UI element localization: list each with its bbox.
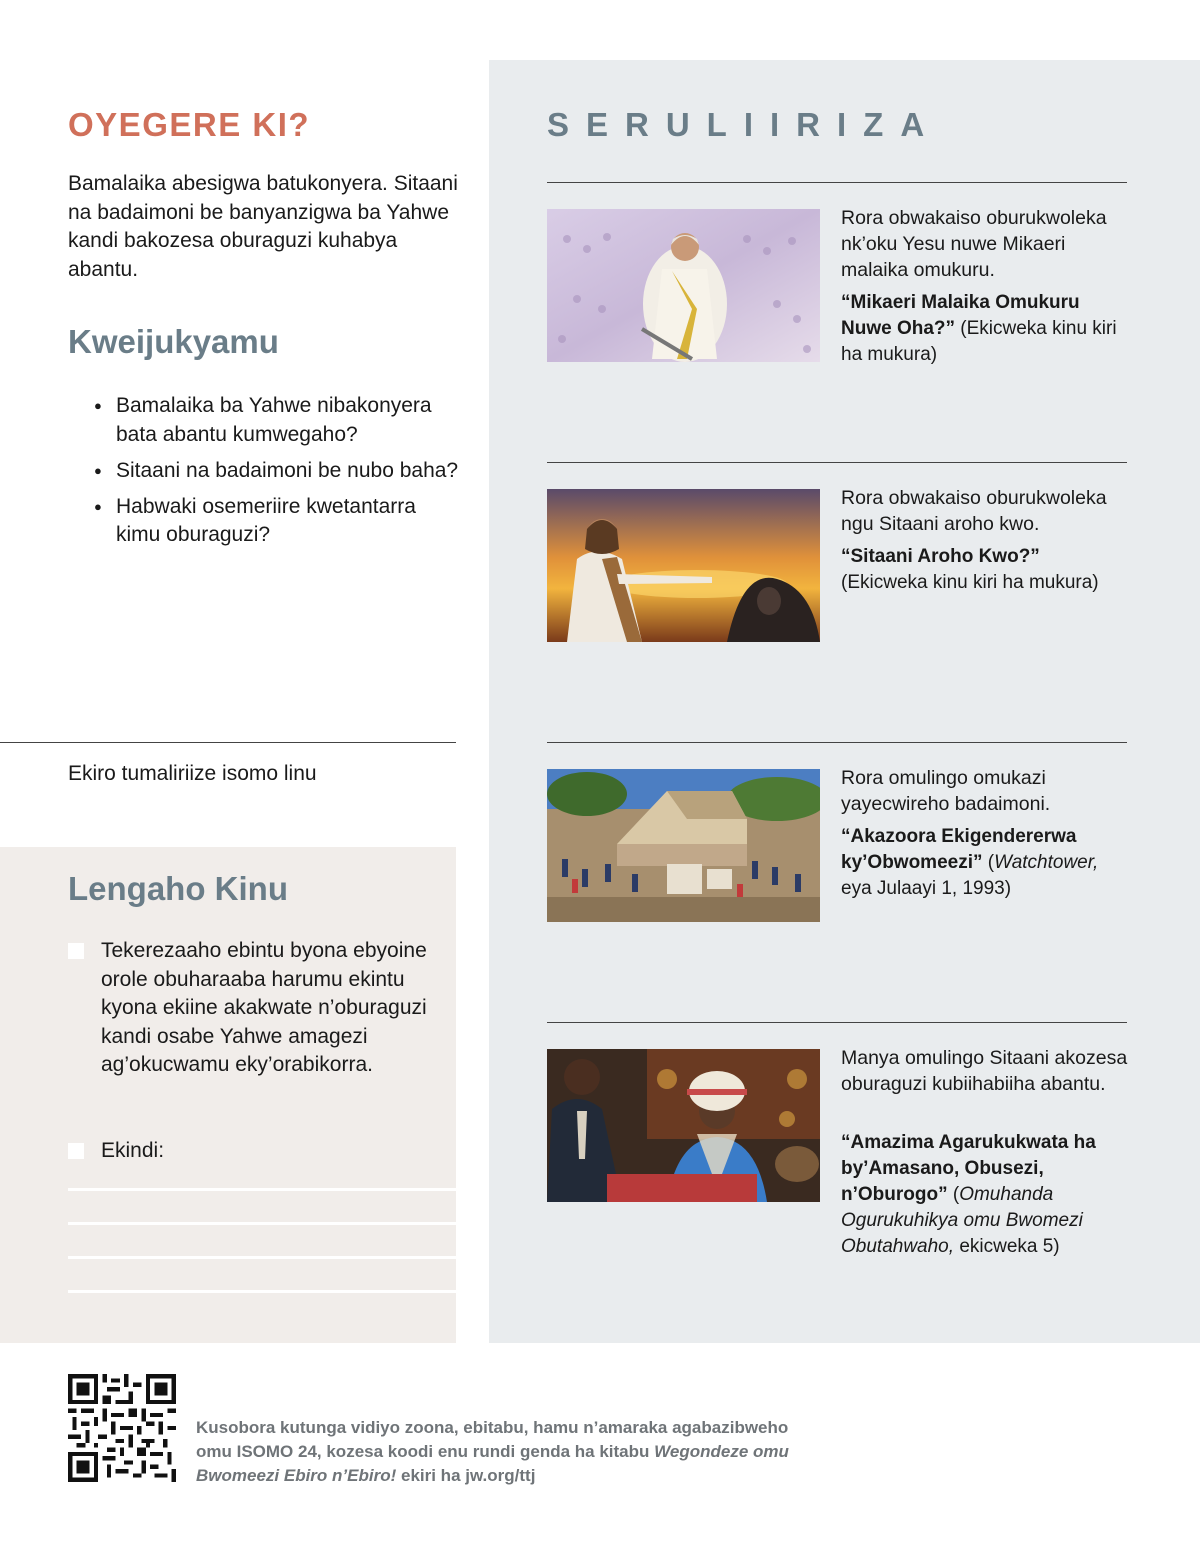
explore-description: Rora obwakaiso oburukwoleka nk’oku Yesu nuwe Mikaeri malaika omukuru. bbox=[841, 207, 1107, 281]
diviner-picture[interactable] bbox=[547, 1049, 820, 1202]
jesus-satan-picture[interactable] bbox=[547, 489, 820, 642]
goal-item-other bbox=[68, 1137, 428, 1166]
writing-line[interactable] bbox=[68, 1290, 456, 1293]
reference-publication: Watchtower, bbox=[994, 852, 1099, 873]
qr-code[interactable] bbox=[68, 1374, 176, 1482]
divider bbox=[547, 182, 1127, 183]
explore-description: Rora omulingo omukazi yayecwireho badaimoni. bbox=[841, 767, 1051, 815]
writing-line[interactable] bbox=[68, 1188, 456, 1191]
archangel-picture[interactable] bbox=[547, 209, 820, 362]
reference-note: ekicweka 5) bbox=[959, 1236, 1060, 1257]
building-image bbox=[547, 769, 820, 922]
summary-text: Bamalaika abesigwa batukonyera. Sitaani na badaimoni be banyanzigwa ba Yahwe kandi bakozesa oburaguzi kuhabya abantu. bbox=[68, 172, 458, 281]
explore-reference[interactable] bbox=[841, 824, 1131, 902]
divider bbox=[547, 742, 1127, 743]
goal-item-text: Tekerezaaho ebintu byona ebyoine orole obuharaaba harumu ekintu kyona ekiine akakwate n’oburaguzi kandi osabe Yahwe amagezi ag’okucwamu eky’orabikorra. bbox=[101, 939, 427, 1076]
footer-book-title: Wegondeze omu Bwomeezi Ebiro n’Ebiro! bbox=[196, 1442, 789, 1485]
explore-reference[interactable] bbox=[841, 290, 1131, 368]
divider bbox=[547, 462, 1127, 463]
explore-reference[interactable] bbox=[841, 1130, 1131, 1260]
explore-item bbox=[547, 462, 1127, 742]
jesus-satan-image bbox=[547, 489, 820, 642]
building-picture[interactable] bbox=[547, 769, 820, 922]
writing-line[interactable] bbox=[68, 1222, 456, 1225]
goal-heading: Lengaho Kinu bbox=[68, 870, 288, 907]
footer-line: Kusobora kutunga vidiyo zoona, ebitabu, hamu n’amaraka agabazibweho omu ISOMO 24, kozesa koodi enu rundi genda ha kitabu bbox=[196, 1418, 789, 1461]
reference-title: “Akazoora Ekigendererwa ky’Obwomeezi” bbox=[841, 826, 1077, 873]
diviner-image bbox=[547, 1049, 820, 1202]
review-heading: Kweijukyamu bbox=[68, 323, 279, 360]
explore-heading: SERULIIRIZA bbox=[547, 106, 942, 143]
explore-reference[interactable] bbox=[841, 544, 1131, 596]
reference-note: (Ekicweka kinu kiri ha mukura) bbox=[841, 572, 1099, 593]
footer-link[interactable]: ekiri ha jw.org/ttj bbox=[400, 1466, 536, 1485]
footer-text bbox=[196, 1416, 816, 1488]
reference-title: “Sitaani Aroho Kwo?” bbox=[841, 546, 1040, 567]
goal-panel bbox=[0, 847, 456, 1343]
divider bbox=[0, 742, 456, 743]
goal-checkbox[interactable] bbox=[68, 943, 84, 959]
review-question: ● Bamalaika ba Yahwe nibakonyera bata abantu kumwegaho? bbox=[94, 392, 464, 449]
explore-description: Manya omulingo Sitaani akozesa oburaguzi kubiihabiiha abantu. bbox=[841, 1047, 1128, 1095]
discussion-label: Ekiro tumaliriize isomo linu bbox=[68, 762, 317, 785]
divider bbox=[547, 1022, 1127, 1023]
goal-item bbox=[68, 937, 428, 1080]
reference-note: (Ekicweka kinu kiri ha mukura) bbox=[841, 318, 1117, 365]
reference-publication: Omuhanda Ogurukuhikya omu Bwomezi Obutahwaho, bbox=[841, 1184, 1083, 1257]
reference-title: “Amazima Agarukukwata ha by’Amasano, Obusezi, n’Oburogo” bbox=[841, 1132, 1096, 1205]
reference-note: eya Julaayi 1, 1993) bbox=[841, 878, 1012, 899]
reference-note-open: ( bbox=[987, 852, 995, 873]
archangel-image bbox=[547, 209, 820, 362]
review-question: ● Sitaani na badaimoni be nubo baha? bbox=[94, 457, 464, 486]
review-question: ● Habwaki osemeriire kwetantarra kimu oburaguzi? bbox=[94, 493, 464, 550]
writing-line[interactable] bbox=[68, 1256, 456, 1259]
review-questions bbox=[94, 392, 464, 557]
summary-heading: OYEGERE KI? bbox=[68, 106, 311, 143]
explore-item bbox=[547, 182, 1127, 462]
goal-item-text: Ekindi: bbox=[101, 1139, 165, 1162]
goal-checkbox[interactable] bbox=[68, 1143, 84, 1159]
reference-note-open: ( bbox=[952, 1184, 960, 1205]
explore-description: Rora obwakaiso oburukwoleka ngu Sitaani aroho kwo. bbox=[841, 487, 1107, 535]
reference-title: “Mikaeri Malaika Omukuru Nuwe Oha?” bbox=[841, 292, 1080, 339]
explore-item bbox=[547, 742, 1127, 1022]
explore-item bbox=[547, 1022, 1127, 1302]
